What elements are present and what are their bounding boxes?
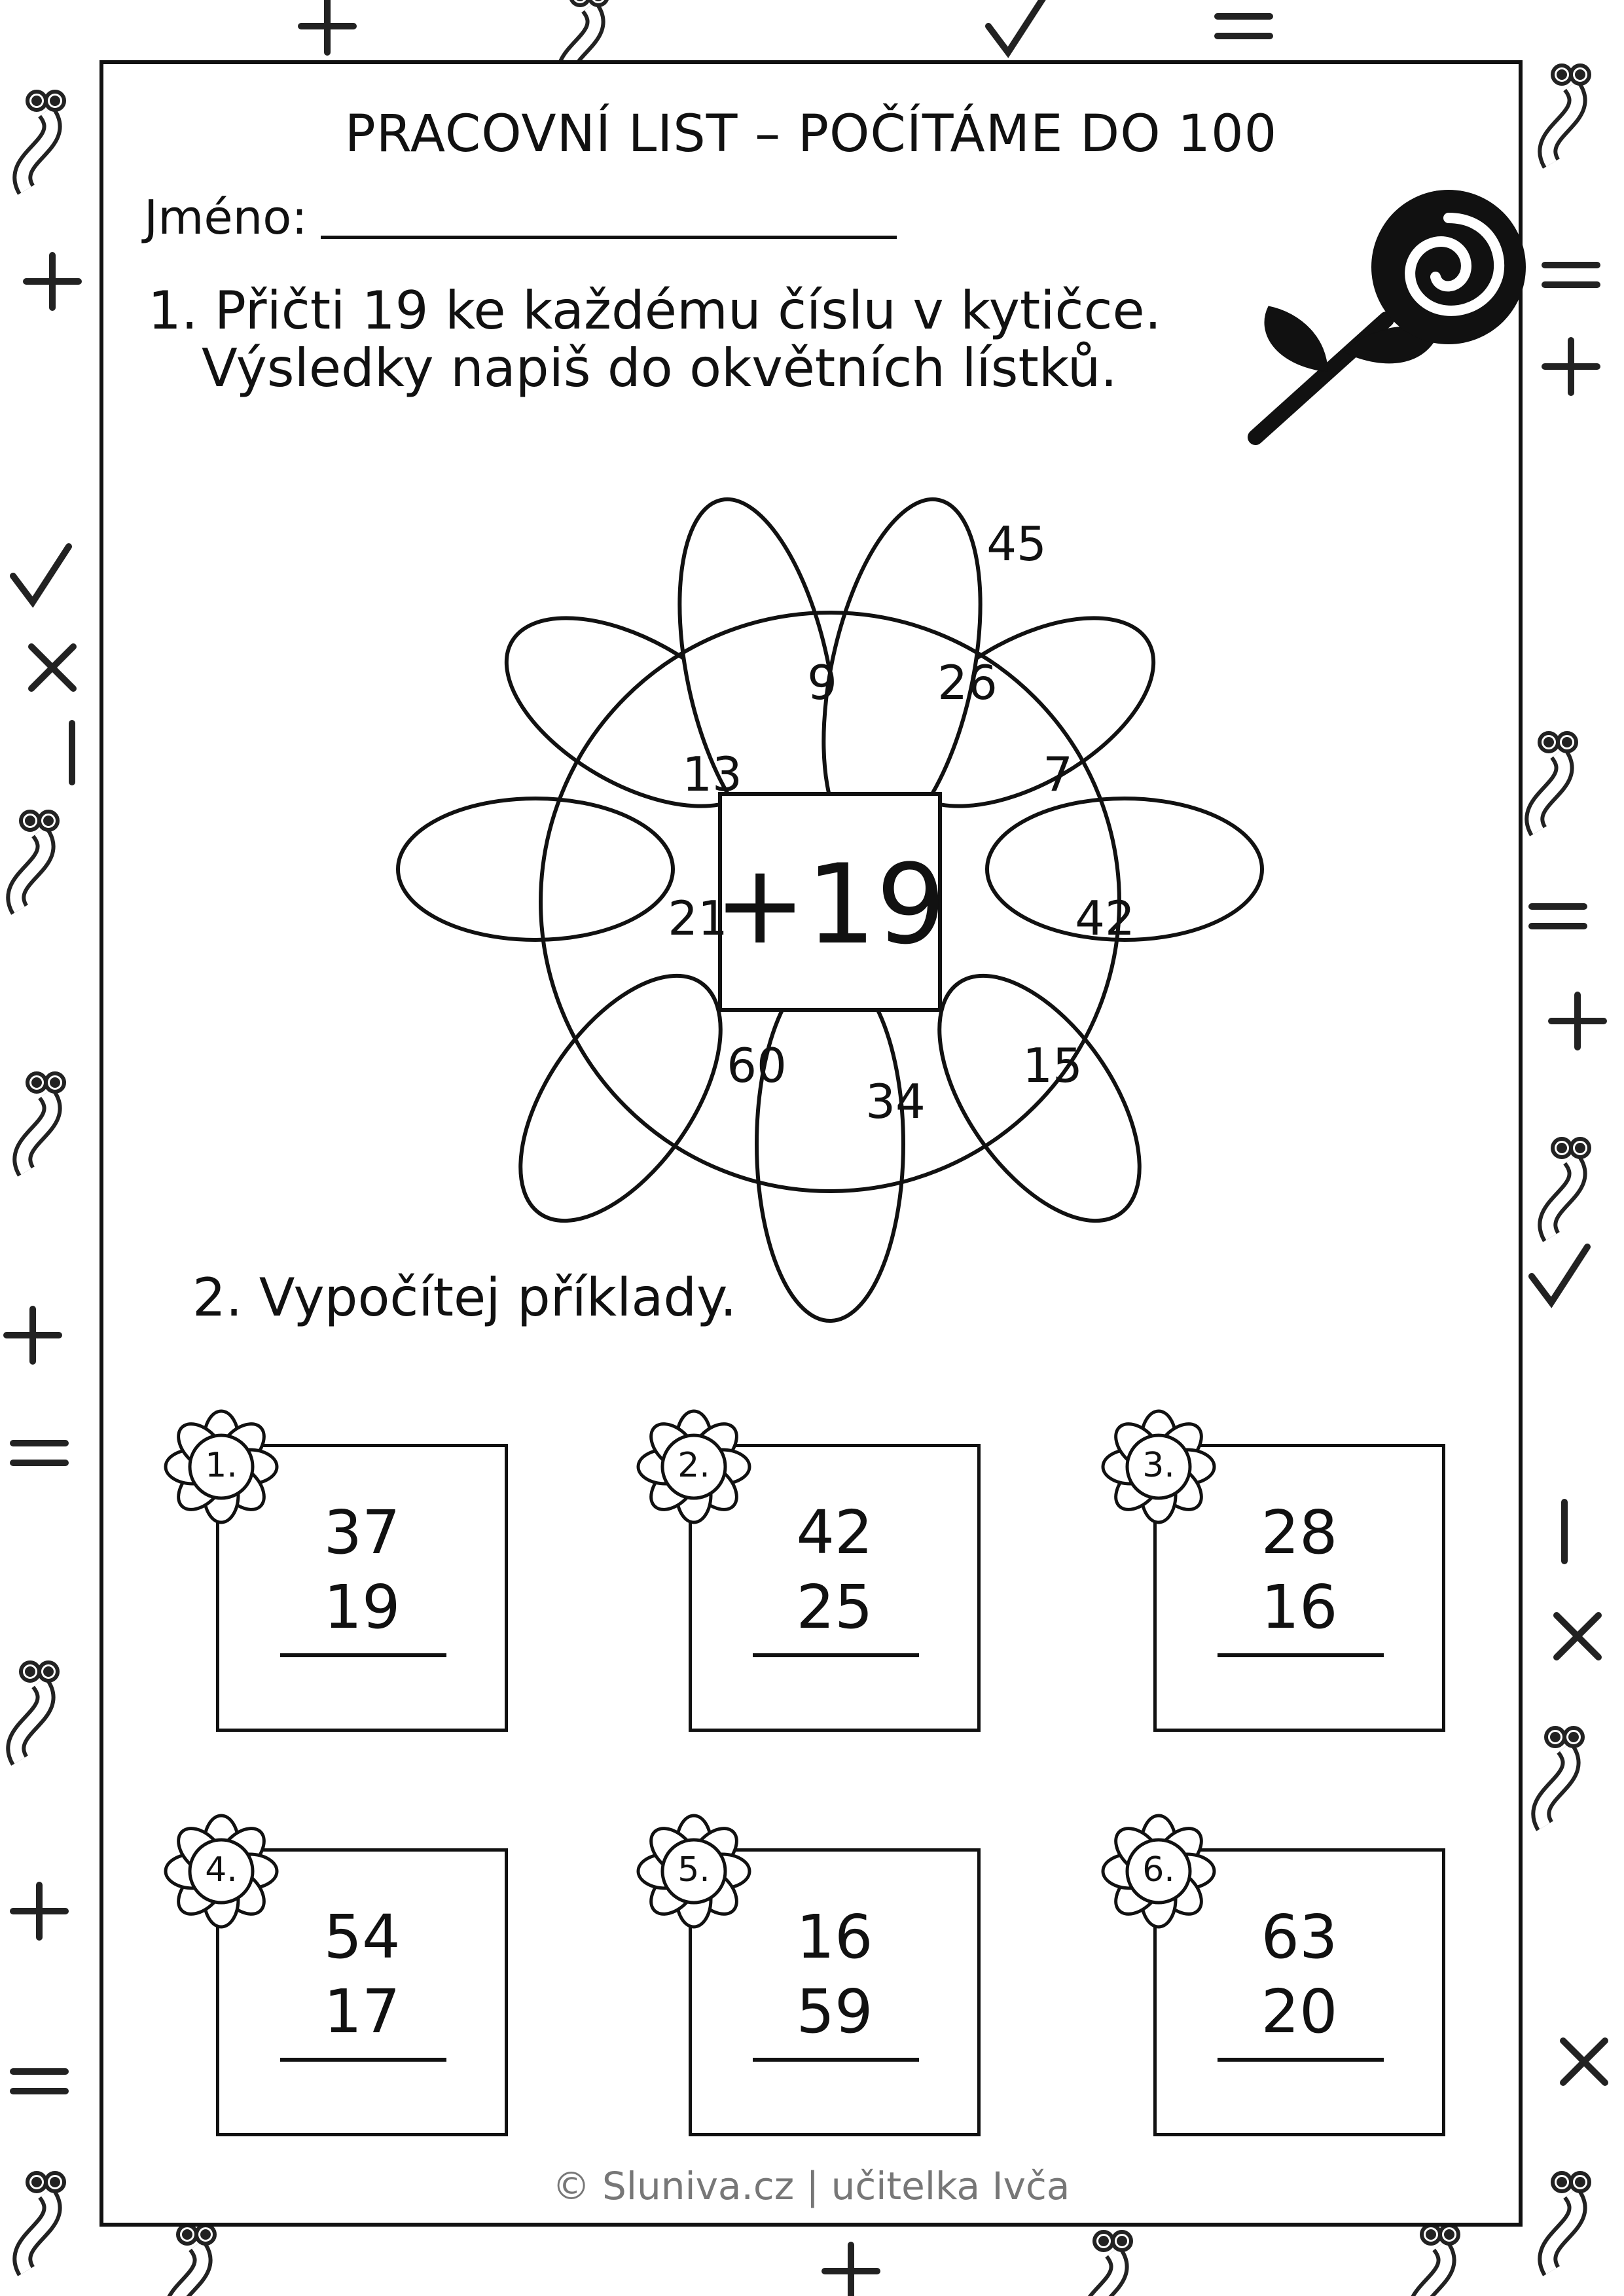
answer-line[interactable]: [280, 1653, 446, 1657]
exercise-top-number: 16: [796, 1902, 873, 1972]
footer-credit: © Sluniva.cz | učitelka Ivča: [552, 2164, 1070, 2208]
petal-bottom: [757, 967, 903, 1321]
plus-icon: [301, 0, 353, 52]
flower-diagram: [333, 404, 1445, 1373]
flower-number: 7: [1043, 747, 1073, 802]
exercise-top-number: 42: [796, 1498, 873, 1568]
worm-icon: [16, 1662, 58, 1761]
exercise-bottom-number: 59: [796, 1977, 873, 2047]
plus-icon: [1545, 340, 1597, 393]
worm-icon: [16, 812, 58, 910]
plus-icon: [7, 1309, 59, 1361]
equals-icon: [13, 1443, 65, 1463]
name-write-line[interactable]: [321, 236, 897, 239]
worm-icon: [1547, 2173, 1589, 2271]
exercise-card: [1087, 1809, 1492, 2176]
page-title: PRACOVNÍ LIST – POČÍTÁME DO 100: [344, 105, 1278, 164]
worm-icon: [1547, 65, 1589, 164]
flower-number: 13: [682, 747, 742, 802]
exercise-card: [622, 1809, 1028, 2176]
task2-heading: 2. Vypočítej příklady.: [192, 1267, 737, 1328]
worm-icon: [1089, 2232, 1131, 2296]
worm-icon: [22, 1073, 64, 1172]
exercise-card: [149, 1809, 555, 2176]
plus-icon: [13, 1885, 65, 1937]
name-label: Jméno:: [144, 190, 308, 245]
exercise-card: [1087, 1405, 1492, 1771]
check-icon: [1532, 1247, 1587, 1302]
times-icon: [31, 647, 73, 689]
exercise-card: [149, 1405, 555, 1771]
worm-icon: [1541, 1728, 1583, 1826]
flower-number: 60: [727, 1038, 787, 1093]
task1-instruction-line1: 1. Přičti 19 ke každému číslu v kytičce.: [148, 280, 1162, 341]
flower-number: 34: [865, 1074, 926, 1129]
times-icon: [1557, 1615, 1598, 1657]
check-icon: [13, 547, 69, 602]
answer-line[interactable]: [753, 1653, 919, 1657]
plus-icon: [26, 255, 79, 308]
center-label: +19: [713, 840, 947, 969]
flower-number: 26: [937, 655, 998, 710]
answer-line[interactable]: [1218, 1653, 1384, 1657]
check-icon: [988, 0, 1044, 52]
task1-instruction-line2: Výsledky napiš do okvětních lístků.: [202, 338, 1117, 399]
filled-answer: 45: [986, 516, 1047, 571]
exercise-bottom-number: 19: [323, 1572, 401, 1642]
exercise-label: 5.: [677, 1850, 710, 1890]
exercise-bottom-number: 17: [323, 1977, 401, 2047]
flower-number: 21: [668, 891, 728, 946]
answer-line[interactable]: [280, 2058, 446, 2062]
worm-icon: [1547, 1139, 1589, 1237]
worm-icon: [22, 92, 64, 190]
exercise-label: 2.: [677, 1446, 710, 1485]
worm-icon: [173, 2225, 215, 2296]
petal-left: [398, 798, 673, 940]
worksheet-page: [99, 60, 1523, 2227]
equals-icon: [1532, 906, 1584, 926]
answer-line[interactable]: [753, 2058, 919, 2062]
plus-icon: [825, 2245, 877, 2296]
worm-icon: [1534, 733, 1576, 831]
exercise-label: 3.: [1142, 1446, 1175, 1485]
exercise-bottom-number: 20: [1261, 1977, 1338, 2047]
equals-icon: [13, 2072, 65, 2091]
exercise-card: [622, 1405, 1028, 1771]
exercise-top-number: 28: [1261, 1498, 1338, 1568]
equals-icon: [1218, 16, 1270, 36]
exercise-top-number: 63: [1261, 1902, 1338, 1972]
worm-icon: [1416, 2225, 1458, 2296]
exercise-bottom-number: 25: [796, 1572, 873, 1642]
flower-number: 9: [807, 655, 837, 710]
exercise-label: 1.: [205, 1446, 238, 1485]
answer-line[interactable]: [1218, 2058, 1384, 2062]
flower-number: 15: [1022, 1038, 1083, 1093]
exercise-label: 6.: [1142, 1850, 1175, 1890]
exercise-bottom-number: 16: [1261, 1572, 1338, 1642]
exercise-label: 4.: [205, 1850, 238, 1890]
times-icon: [1563, 2041, 1605, 2083]
plus-icon: [1551, 995, 1604, 1047]
equals-icon: [1545, 265, 1597, 285]
worm-icon: [22, 2173, 64, 2271]
exercise-top-number: 37: [323, 1498, 401, 1568]
flower-number: 42: [1075, 891, 1135, 946]
exercise-top-number: 54: [323, 1902, 401, 1972]
